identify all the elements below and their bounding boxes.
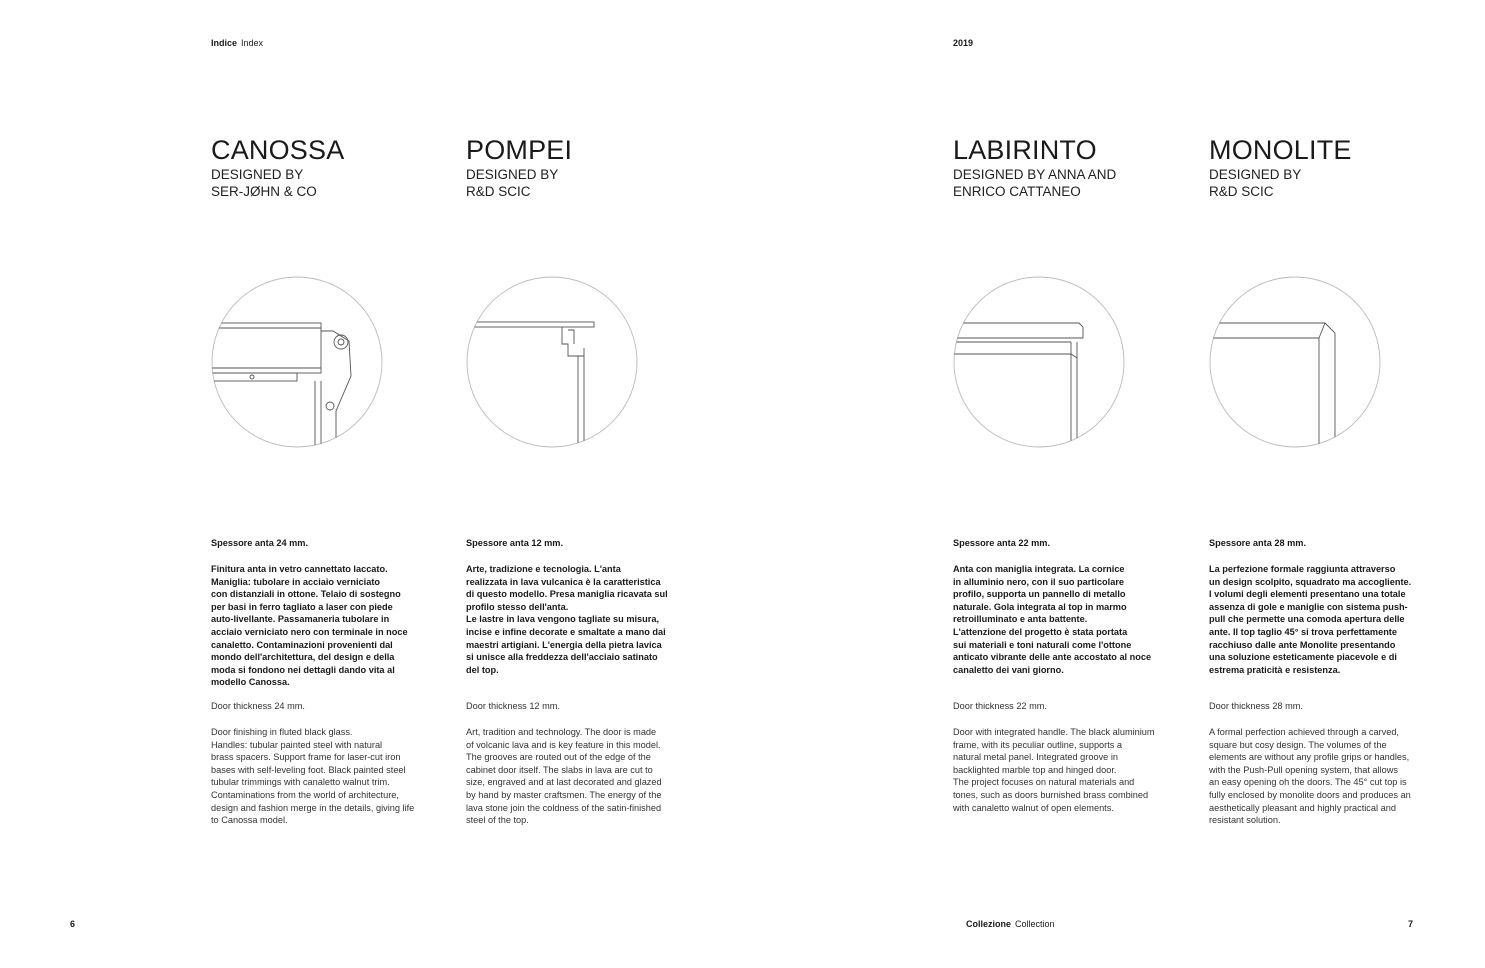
footer-section-it: Collezione (966, 919, 1012, 929)
description-it: Anta con maniglia integrata. La cornice in alluminio nero, con il suo particolare profilo, supporta un pannello di metallo naturale. Gola integrata al top in marmo retroilluminato e anta battente. L'attenzione del progetto è stata portata sui materiali e toni naturali come l'ottone anticato vibrante delle ante accostato al noce canaletto dei vani giorno. (953, 564, 1152, 675)
model-title: CANOSSA (211, 135, 345, 165)
thickness-en: Door thickness 22 mm. (953, 701, 1047, 711)
model-designer: DESIGNED BY R&D SCIC (466, 167, 559, 199)
running-header-right (953, 38, 973, 48)
thickness-en: Door thickness 12 mm. (466, 701, 560, 711)
monolite-door-section-diagram (1209, 276, 1381, 448)
header-year: 2019 (953, 38, 974, 48)
model-designer: DESIGNED BY SER-JØHN & CO (211, 167, 317, 199)
labirinto-door-section-diagram (953, 276, 1125, 448)
model-title: MONOLITE (1209, 135, 1352, 165)
running-header-left (211, 38, 263, 48)
thickness-it: Spessore anta 12 mm. (466, 538, 564, 548)
model-designer: DESIGNED BY ANNA AND ENRICO CATTANEO (953, 167, 1117, 199)
canossa-door-section-diagram (211, 276, 383, 448)
thickness-en: Door thickness 24 mm. (211, 701, 305, 711)
thickness-it: Spessore anta 22 mm. (953, 538, 1051, 548)
page-number-left: 6 (70, 919, 76, 929)
model-title: LABIRINTO (953, 135, 1097, 165)
description-en: A formal perfection achieved through a carved, square but cosy design. The volumes of the elements are without any profile grips or handles, with the Push-Pull opening system, that allows an easy opening oh the doors. The 45° cut top is fully enclosed by monolite doors and produces an aesthetically pleasant and highly practical and resistant solution. (1209, 727, 1411, 826)
description-it: Arte, tradizione e tecnologia. L'anta realizzata in lava vulcanica è la caratteristica di questo modello. Presa maniglia ricavata sul profilo stesso dell'anta. Le lastre in lava vengono tagliate su misura, incise e infine decorate e smaltate a mano dai maestri artigiani. L'energia della pietra lavica si unisce alla freddezza dell'acciaio satinato del top. (466, 564, 668, 675)
thickness-en: Door thickness 28 mm. (1209, 701, 1303, 711)
description-it: Finitura anta in vetro cannettato laccato. Maniglia: tubolare in acciaio verniciato con distanziali in ottone. Telaio di sostegno per basi in ferro tagliato a laser con piede auto-livellante. Passamaneria tubolare in acciaio verniciato nero con terminale in noce canaletto. Contaminazioni provenienti dal mondo dell'architettura, del design e della moda si fondono nei dettagli dando vita al modello Canossa. (211, 564, 408, 688)
description-en: Door with integrated handle. The black aluminium frame, with its peculiar outline, supports a natural metal panel. Integrated groove in backlighted marble top and hinged door. The project focuses on natural materials and tones, such as doors burnished brass combined with canaletto walnut of open elements. (953, 727, 1155, 813)
header-section-it: Indice (211, 38, 238, 48)
model-title: POMPEI (466, 135, 573, 165)
thickness-it: Spessore anta 28 mm. (1209, 538, 1307, 548)
page-number-right: 7 (1408, 919, 1414, 929)
model-designer: DESIGNED BY R&D SCIC (1209, 167, 1302, 199)
description-it: La perfezione formale raggiunta attraverso un design scolpito, squadrato ma accogliente. I volumi degli elementi presentano una totale assenza di gole e maniglie con sistema push- pull che permette una comoda apertura delle ante. Il top taglio 45° si trova perfettamente racchiuso dalle ante Monolite presentando una soluzione esteticamente piacevole e di estrema praticità e resistenza. (1209, 564, 1412, 675)
footer-section-en: Collection (1015, 919, 1055, 929)
description-en: Door finishing in fluted black glass. Handles: tubular painted steel with natural brass spacers. Support frame for laser-cut iron bases with self-leveling foot. Black painted steel tubular trimmings with canaletto walnut trim. Contaminations from the world of architecture, design and fashion merge in the details, giving life to Canossa model. (211, 727, 415, 826)
running-footer (966, 919, 1055, 929)
pompei-door-section-diagram (466, 276, 638, 448)
header-section-en: Index (241, 38, 264, 48)
description-en: Art, tradition and technology. The door is made of volcanic lava and is key feature in this model. The grooves are routed out of the edge of the cabinet door itself. The slabs in lava are cut to size, engraved and at last decorated and glazed by hand by master craftsmen. The energy of the lava stone join the coldness of the satin-finished steel of the top. (466, 727, 662, 826)
thickness-it: Spessore anta 24 mm. (211, 538, 309, 548)
